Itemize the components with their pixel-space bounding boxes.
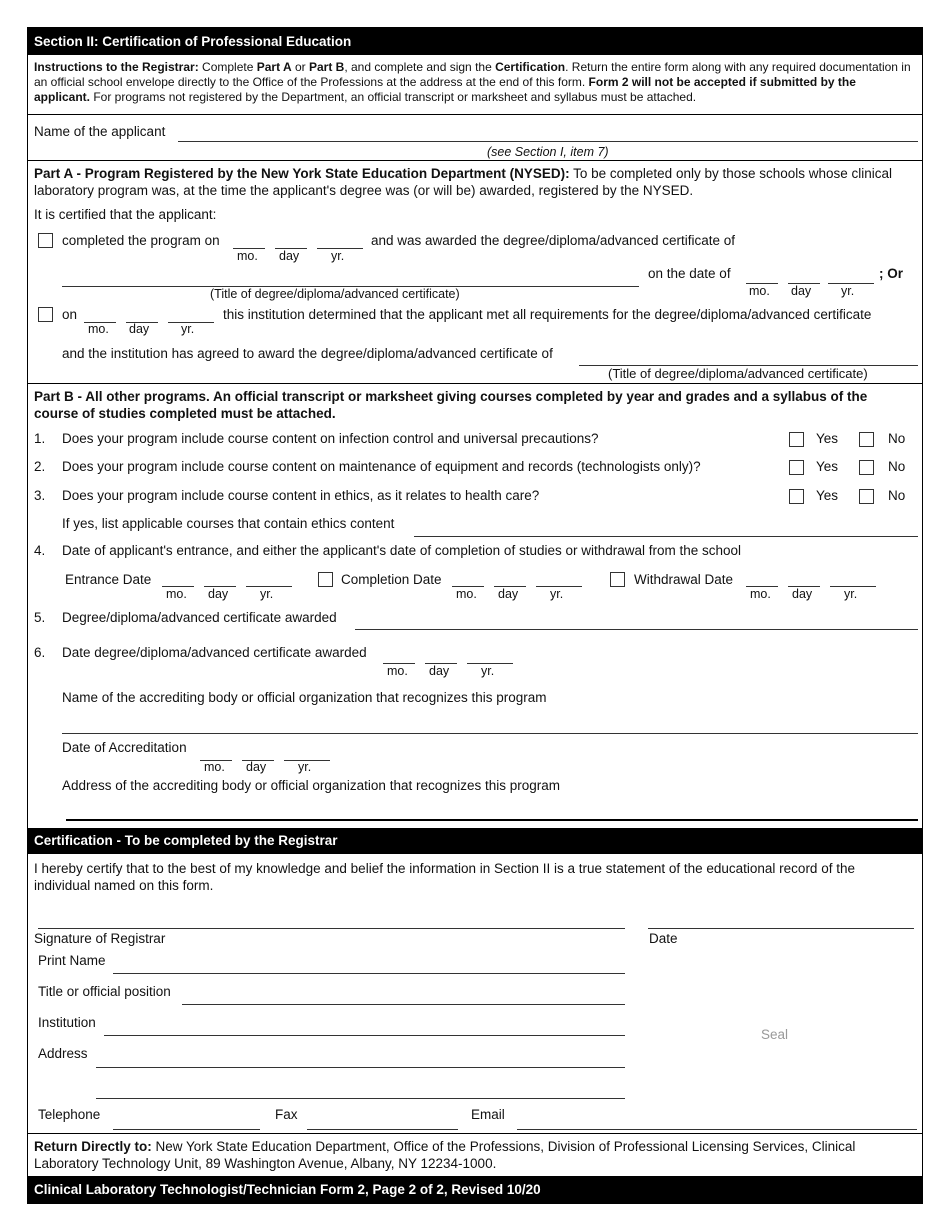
divider: [28, 160, 922, 161]
applicant-name-label: Name of the applicant: [34, 124, 166, 139]
q6-text: Date degree/diploma/advanced certificate awarded: [62, 645, 367, 660]
yes-label: Yes: [816, 459, 839, 474]
date-label-mo: mo.: [750, 587, 771, 601]
institution-field[interactable]: [104, 1035, 625, 1036]
date-label-day: day: [429, 664, 450, 678]
certification-statement: I hereby certify that to the best of my knowledge and belief the information in Section II is a true statement of the educational record of the individual named on this form.: [34, 861, 855, 893]
print-name-field[interactable]: [113, 973, 625, 974]
date-label-yr: yr.: [260, 587, 274, 601]
q1-text: Does your program include course content on infection control and universal precautions?: [62, 431, 599, 446]
applicant-note: (see Section I, item 7): [487, 145, 609, 159]
date-label-day: day: [498, 587, 519, 601]
completed-program-checkbox[interactable]: [38, 233, 53, 248]
address-field-line1[interactable]: [96, 1067, 625, 1068]
q2-yes-checkbox[interactable]: [789, 460, 804, 475]
accrediting-address-label: Address of the accrediting body or official organization that recognizes this program: [62, 778, 561, 793]
yes-label: Yes: [816, 488, 839, 503]
withdrawal-checkbox[interactable]: [610, 572, 625, 587]
determined-checkbox[interactable]: [38, 307, 53, 322]
date-label-yr: yr.: [331, 249, 345, 263]
divider: [28, 114, 922, 115]
ethics-courses-label: If yes, list applicable courses that contain ethics content: [62, 516, 395, 531]
signature-label: Signature of Registrar: [34, 931, 166, 946]
date-label-day: day: [792, 587, 813, 601]
fax-label: Fax: [275, 1107, 298, 1122]
q5-text: Degree/diploma/advanced certificate awarded: [62, 610, 337, 625]
date-field[interactable]: [648, 928, 914, 929]
q3-yes-checkbox[interactable]: [789, 489, 804, 504]
title-position-field[interactable]: [182, 1004, 625, 1005]
date-label-yr: yr.: [844, 587, 858, 601]
q2-number: 2.: [34, 459, 46, 474]
date-label-mo: mo.: [749, 284, 770, 298]
address-field-line2[interactable]: [96, 1098, 625, 1099]
agreed-label: and the institution has agreed to award the degree/diploma/advanced certificate of: [62, 346, 553, 361]
form-footer: Clinical Laboratory Technologist/Technician Form 2, Page 2 of 2, Revised 10/20: [28, 1176, 922, 1203]
completion-checkbox[interactable]: [318, 572, 333, 587]
institution-label: Institution: [38, 1015, 96, 1030]
email-field[interactable]: [517, 1129, 917, 1130]
fax-field[interactable]: [307, 1129, 458, 1130]
completed-label: completed the program on: [62, 233, 220, 248]
date-label-day: day: [129, 322, 150, 336]
awarded-label: and was awarded the degree/diploma/advanced certificate of: [371, 233, 735, 248]
accrediting-body-field[interactable]: [62, 733, 918, 734]
date-label-mo: mo.: [204, 760, 225, 774]
accreditation-date-label: Date of Accreditation: [62, 740, 187, 755]
part-b-heading: Part B - All other programs. An official transcript or marksheet giving courses completed by year and grades and a syllabus of the course of studies completed must be attached.: [34, 389, 868, 421]
seal-placeholder: Seal: [761, 1027, 789, 1042]
date-label-day: day: [208, 587, 229, 601]
title-position-label: Title or official position: [38, 984, 171, 999]
telephone-field[interactable]: [113, 1129, 260, 1130]
degree-awarded-field[interactable]: [355, 629, 918, 630]
date-label-yr: yr.: [481, 664, 495, 678]
telephone-label: Telephone: [38, 1107, 101, 1122]
q6-number: 6.: [34, 645, 46, 660]
on-label: on: [62, 307, 78, 322]
accrediting-address-field[interactable]: [66, 819, 918, 821]
date-label-day: day: [246, 760, 267, 774]
completion-date-label: Completion Date: [341, 572, 442, 587]
determined-label: this institution determined that the applicant met all requirements for the degree/diploma/advanced certificate: [223, 307, 872, 322]
q5-number: 5.: [34, 610, 46, 625]
date-label-yr: yr.: [298, 760, 312, 774]
no-label: No: [888, 459, 906, 474]
q2-text: Does your program include course content on maintenance of equipment and records (technologists only)?: [62, 459, 701, 474]
return-address: Return Directly to: New York State Education Department, Office of the Professions, Division of Professional Licensing Services, Clinical Laboratory Technology Unit, 89 Washington Avenue, Albany, NY 12234-1000.: [34, 1139, 856, 1171]
registrar-instructions: Instructions to the Registrar: Complete Part A or Part B, and complete and sign the Certification. Return the entire form along with any required documentation in an official school envelope directly to the Office of the Professions at the address at the end of this form. Form 2 will not be accepted if submitted by the applicant. For programs not registered by the Department, an official transcript or marksheet and syllabus must be attached.: [34, 60, 911, 104]
certification-header: Certification - To be completed by the Registrar: [28, 828, 922, 854]
date-label-day: day: [279, 249, 300, 263]
q2-no-checkbox[interactable]: [859, 460, 874, 475]
email-label: Email: [471, 1107, 505, 1122]
on-date-label: on the date of: [648, 266, 731, 281]
title-caption: (Title of degree/diploma/advanced certificate): [210, 287, 460, 301]
q1-number: 1.: [34, 431, 46, 446]
q1-no-checkbox[interactable]: [859, 432, 874, 447]
signature-field[interactable]: [38, 928, 625, 929]
divider: [28, 1133, 922, 1134]
section-header: Section II: Certification of Professional Education: [28, 28, 922, 55]
withdrawal-date-label: Withdrawal Date: [634, 572, 734, 587]
accrediting-body-label: Name of the accrediting body or official organization that recognizes this program: [62, 690, 547, 705]
date-label-mo: mo.: [456, 587, 477, 601]
title-caption-2: (Title of degree/diploma/advanced certificate): [608, 366, 868, 381]
no-label: No: [888, 488, 906, 503]
q3-text: Does your program include course content in ethics, as it relates to health care?: [62, 488, 540, 503]
q3-no-checkbox[interactable]: [859, 489, 874, 504]
date-label-mo: mo.: [88, 322, 109, 336]
q3-number: 3.: [34, 488, 46, 503]
form-page: [27, 27, 923, 1204]
or-label: ; Or: [879, 266, 904, 281]
divider: [28, 383, 922, 384]
print-name-label: Print Name: [38, 953, 106, 968]
date-label-mo: mo.: [166, 587, 187, 601]
ethics-courses-field[interactable]: [414, 536, 918, 537]
yes-label: Yes: [816, 431, 839, 446]
date-label-mo: mo.: [387, 664, 408, 678]
date-label-yr: yr.: [550, 587, 564, 601]
date-label-mo: mo.: [237, 249, 258, 263]
q1-yes-checkbox[interactable]: [789, 432, 804, 447]
applicant-name-field[interactable]: [178, 141, 918, 142]
part-a-heading: Part A - Program Registered by the New York State Education Department (NYSED): To be completed only by those schools whose clinical laboratory program was, at the time the applicant's degree was (or will be) awarded, registered by the NYSED.: [34, 166, 893, 198]
entrance-date-label: Entrance Date: [65, 572, 152, 587]
date-label-day: day: [791, 284, 812, 298]
address-label: Address: [38, 1046, 88, 1061]
date-label-yr: yr.: [841, 284, 855, 298]
certified-text: It is certified that the applicant:: [34, 207, 217, 222]
q4-number: 4.: [34, 543, 46, 558]
date-label-yr: yr.: [181, 322, 195, 336]
instructions-lead: Instructions to the Registrar:: [34, 60, 199, 74]
date-label: Date: [649, 931, 678, 946]
q4-text: Date of applicant's entrance, and either the applicant's date of completion of studies or withdrawal from the school: [62, 543, 742, 558]
no-label: No: [888, 431, 906, 446]
